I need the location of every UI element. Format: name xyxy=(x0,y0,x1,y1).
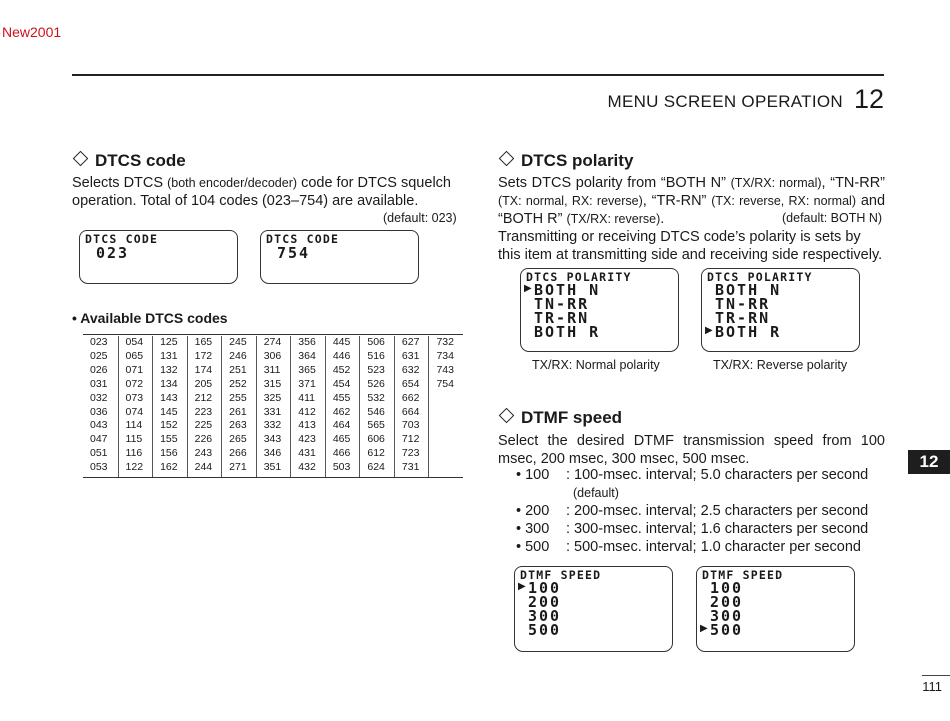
lcd-option: 300 xyxy=(710,607,744,625)
code-cell: 431 xyxy=(298,447,316,460)
code-cell: 266 xyxy=(229,447,247,460)
code-column xyxy=(152,336,188,477)
dtmf-default-note: (default) xyxy=(573,486,619,500)
table-top-rule xyxy=(83,334,463,335)
lcd-option: 500 xyxy=(710,621,744,639)
code-column xyxy=(359,336,395,477)
dtmf-speed-heading: DTMF speed xyxy=(498,408,622,428)
dtcs-polarity-default: (default: BOTH N) xyxy=(782,211,883,225)
code-cell: 031 xyxy=(90,377,108,390)
code-cell: 162 xyxy=(160,461,178,474)
code-cell: 565 xyxy=(367,419,385,432)
code-cell: 446 xyxy=(332,349,351,362)
code-cell: 743 xyxy=(436,363,454,376)
code-column xyxy=(187,336,223,477)
code-cell: 115 xyxy=(125,433,143,446)
code-cell: 532 xyxy=(367,391,385,404)
lcd-title: DTMF SPEED xyxy=(702,568,784,582)
code-cell: 423 xyxy=(298,433,316,446)
dtcs-code-default: (default: 023) xyxy=(383,211,457,225)
lcd-dtmf-speed-500 xyxy=(696,566,855,652)
code-cell: 155 xyxy=(160,433,178,446)
code-cell: 032 xyxy=(90,391,108,404)
code-cell: 122 xyxy=(125,461,144,474)
code-cell: 346 xyxy=(263,447,282,460)
code-cell: 223 xyxy=(194,405,213,418)
lcd-title: DTCS CODE xyxy=(85,232,159,246)
code-cell: 255 xyxy=(229,391,247,404)
chapter-title: MENU SCREEN OPERATION xyxy=(607,92,843,111)
code-cell: 265 xyxy=(229,433,247,446)
code-cell: 432 xyxy=(298,461,316,474)
header-rule xyxy=(72,74,884,76)
code-cell: 263 xyxy=(229,419,247,432)
lcd-title: DTMF SPEED xyxy=(520,568,602,582)
code-cell: 413 xyxy=(298,419,316,432)
table-bottom-rule xyxy=(83,477,463,478)
lcd-polarity-reverse xyxy=(701,268,860,352)
dtmf-item-200: • 200 : 200-msec. interval; 2.5 characters per second xyxy=(516,503,869,519)
code-cell: 245 xyxy=(229,336,247,348)
lcd-option: BOTH N xyxy=(534,281,601,299)
code-cell: 664 xyxy=(401,405,420,418)
code-column xyxy=(118,336,154,477)
code-cell: 244 xyxy=(194,461,213,474)
footer-rule xyxy=(922,675,950,676)
watermark: New2001 xyxy=(2,24,62,40)
code-cell: 325 xyxy=(263,391,282,404)
code-cell: 131 xyxy=(160,349,178,362)
code-cell: 523 xyxy=(367,363,385,376)
chapter-number: 12 xyxy=(853,84,884,114)
page-number: 111 xyxy=(922,679,942,694)
lcd-option: 100 xyxy=(710,579,744,597)
code-cell: 036 xyxy=(90,405,108,418)
code-cell: 462 xyxy=(332,405,351,418)
lcd-option: BOTH R xyxy=(715,323,782,341)
code-cell: 051 xyxy=(90,447,108,460)
code-cell: 165 xyxy=(194,336,213,348)
code-cell: 606 xyxy=(367,433,385,446)
code-cell: 734 xyxy=(436,349,454,362)
lcd-dtcs-code-023 xyxy=(79,230,238,284)
code-cell: 156 xyxy=(160,447,178,460)
code-cell: 114 xyxy=(125,419,143,432)
lcd-option: 100 xyxy=(528,579,562,597)
dtcs-code-heading: DTCS code xyxy=(72,151,186,171)
code-column xyxy=(394,336,430,477)
lcd-option: TR-RN xyxy=(534,309,590,327)
code-cell: 143 xyxy=(160,391,178,404)
code-cell: 465 xyxy=(332,433,351,446)
diamond-icon xyxy=(499,151,515,167)
code-cell: 464 xyxy=(332,419,351,432)
code-cell: 072 xyxy=(125,377,144,390)
code-cell: 025 xyxy=(90,349,108,362)
code-cell: 612 xyxy=(367,447,385,460)
code-cell: 662 xyxy=(401,391,420,404)
code-cell: 174 xyxy=(194,363,213,376)
diamond-icon xyxy=(73,151,89,167)
code-cell: 506 xyxy=(367,336,385,348)
code-cell: 445 xyxy=(332,336,351,348)
code-cell: 624 xyxy=(367,461,385,474)
code-cell: 212 xyxy=(194,391,213,404)
code-cell: 412 xyxy=(298,405,316,418)
code-cell: 243 xyxy=(194,447,213,460)
code-cell: 073 xyxy=(125,391,144,404)
code-cell: 712 xyxy=(401,433,420,446)
code-cell: 754 xyxy=(436,377,454,390)
code-cell: 132 xyxy=(160,363,178,376)
code-cell: 261 xyxy=(229,405,247,418)
lcd-dtmf-speed-100 xyxy=(514,566,673,652)
code-cell: 411 xyxy=(298,391,316,404)
code-cell: 516 xyxy=(367,349,385,362)
lcd-title: DTCS CODE xyxy=(266,232,340,246)
code-cell: 023 xyxy=(90,336,108,348)
lcd-option: 300 xyxy=(528,607,562,625)
code-column xyxy=(325,336,361,477)
code-cell: 631 xyxy=(401,349,420,362)
dtmf-speed-description: Select the desired DTMF transmission speed from 100 msec, 200 msec, 300 msec, 500 msec. xyxy=(498,433,885,467)
code-cell: 723 xyxy=(401,447,420,460)
lcd-title: DTCS POLARITY xyxy=(526,270,632,284)
code-cell: 053 xyxy=(90,461,108,474)
diamond-icon xyxy=(499,408,515,424)
code-cell: 452 xyxy=(332,363,351,376)
code-cell: 152 xyxy=(160,419,178,432)
code-column xyxy=(290,336,326,477)
lcd-polarity-normal xyxy=(520,268,679,352)
cursor-icon: ▶ xyxy=(700,623,708,634)
dtcs-polarity-heading: DTCS polarity xyxy=(498,151,633,171)
code-cell: 466 xyxy=(332,447,351,460)
code-cell: 364 xyxy=(298,349,316,362)
code-cell: 205 xyxy=(194,377,213,390)
code-cell: 632 xyxy=(401,363,420,376)
code-cell: 315 xyxy=(263,377,282,390)
code-cell: 343 xyxy=(263,433,282,446)
lcd-dtcs-code-754 xyxy=(260,230,419,284)
chapter-side-tab: 12 xyxy=(908,450,950,474)
code-cell: 225 xyxy=(194,419,213,432)
dtcs-polarity-note: Transmitting or receiving DTCS code’s polarity is sets by this item at transmitting side and receiving side respectively. xyxy=(498,229,883,263)
code-cell: 246 xyxy=(229,349,247,362)
code-column xyxy=(428,336,464,477)
lcd-option: TR-RN xyxy=(715,309,771,327)
code-cell: 311 xyxy=(263,363,281,376)
code-cell: 306 xyxy=(263,349,282,362)
code-cell: 526 xyxy=(367,377,385,390)
code-cell: 503 xyxy=(332,461,351,474)
code-cell: 172 xyxy=(194,349,213,362)
lcd-title: DTCS POLARITY xyxy=(707,270,813,284)
code-cell: 054 xyxy=(125,336,144,348)
code-cell: 125 xyxy=(160,336,178,348)
cursor-icon: ▶ xyxy=(518,581,526,592)
caption-reverse-polarity: TX/RX: Reverse polarity xyxy=(713,358,848,372)
caption-normal-polarity: TX/RX: Normal polarity xyxy=(532,358,660,372)
lcd-value: 023 xyxy=(96,244,130,262)
code-cell: 071 xyxy=(125,363,144,376)
lcd-option: BOTH R xyxy=(534,323,601,341)
code-cell: 732 xyxy=(436,336,454,348)
code-cell: 654 xyxy=(401,377,420,390)
code-cell: 454 xyxy=(332,377,351,390)
code-cell: 331 xyxy=(263,405,282,418)
lcd-value: 754 xyxy=(277,244,311,262)
dtcs-polarity-description: Sets DTCS polarity from “BOTH N” (TX/RX: normal), “TN-RR” (TX: normal, RX: reverse), “TR-RN” (TX: reverse, RX: normal) and “BOTH R” (TX/RX: reverse). xyxy=(498,175,886,227)
code-cell: 351 xyxy=(263,461,282,474)
code-cell: 026 xyxy=(90,363,108,376)
lcd-option: TN-RR xyxy=(534,295,590,313)
cursor-icon: ▶ xyxy=(524,283,532,294)
code-cell: 116 xyxy=(125,447,143,460)
dtcs-code-description: Selects DTCS (both encoder/decoder) code for DTCS squelch operation. Total of 104 codes (023–754) are available. xyxy=(72,175,451,209)
lcd-option: 500 xyxy=(528,621,562,639)
code-cell: 047 xyxy=(90,433,108,446)
code-cell: 252 xyxy=(229,377,247,390)
code-cell: 365 xyxy=(298,363,316,376)
cursor-icon: ▶ xyxy=(705,325,713,336)
lcd-option: TN-RR xyxy=(715,295,771,313)
dtcs-codes-table xyxy=(83,336,463,477)
code-cell: 271 xyxy=(229,461,247,474)
code-cell: 145 xyxy=(160,405,178,418)
code-cell: 703 xyxy=(401,419,420,432)
code-cell: 627 xyxy=(401,336,420,348)
code-cell: 074 xyxy=(125,405,144,418)
code-cell: 546 xyxy=(367,405,385,418)
lcd-option: 200 xyxy=(710,593,744,611)
dtmf-item-300: • 300 : 300-msec. interval; 1.6 characters per second xyxy=(516,521,869,537)
available-codes-heading: • Available DTCS codes xyxy=(72,310,228,326)
code-cell: 043 xyxy=(90,419,108,432)
code-cell: 356 xyxy=(298,336,316,348)
code-cell: 731 xyxy=(401,461,420,474)
code-column xyxy=(256,336,292,477)
code-column xyxy=(221,336,257,477)
lcd-option: 200 xyxy=(528,593,562,611)
lcd-option: BOTH N xyxy=(715,281,782,299)
code-cell: 371 xyxy=(298,377,316,390)
code-cell: 455 xyxy=(332,391,351,404)
code-cell: 065 xyxy=(125,349,144,362)
code-cell: 274 xyxy=(263,336,282,348)
dtmf-item-100: • 100 : 100-msec. interval; 5.0 characters per second xyxy=(516,467,869,483)
code-cell: 134 xyxy=(160,377,178,390)
code-cell: 251 xyxy=(229,363,247,376)
code-cell: 226 xyxy=(194,433,213,446)
code-cell: 332 xyxy=(263,419,282,432)
code-column xyxy=(83,336,118,477)
dtmf-item-500: • 500 : 500-msec. interval; 1.0 character per second xyxy=(516,539,861,555)
